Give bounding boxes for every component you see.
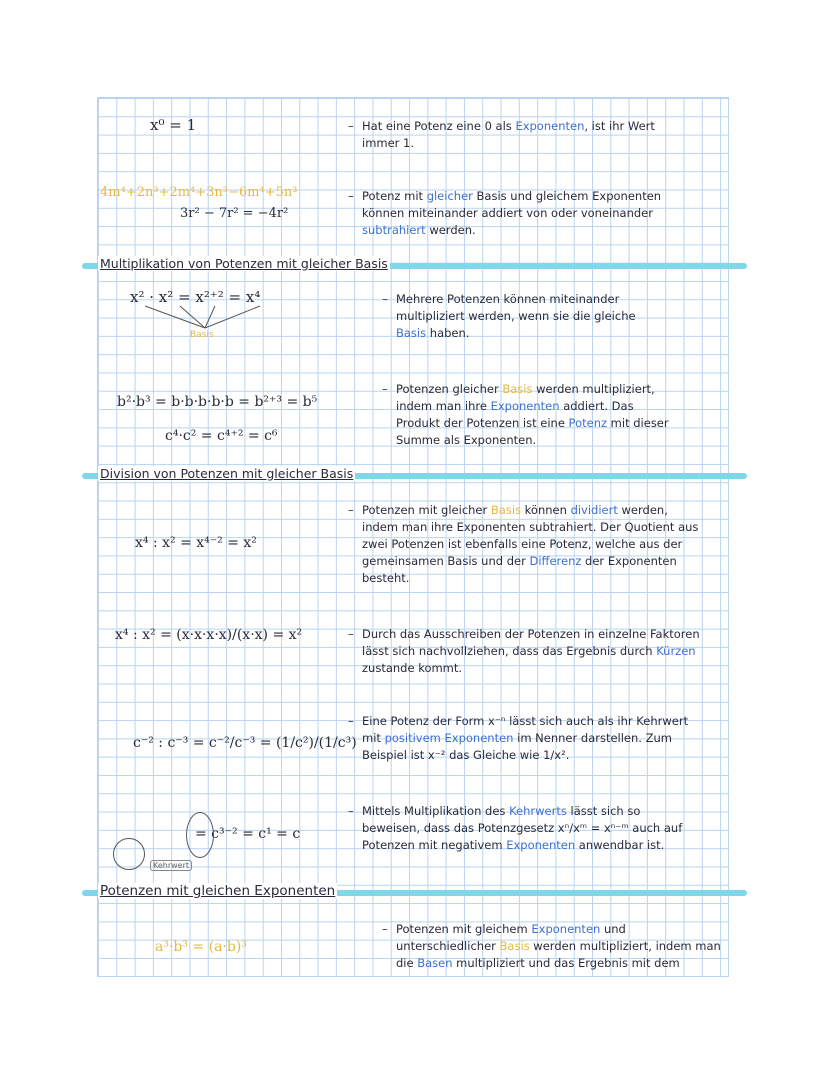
formula-addition (100, 185, 297, 200)
formula-same-exponent-text: a³·b³ = (a·b)³ (155, 939, 247, 955)
note-dash: – (348, 119, 354, 133)
note-multiplication-basis: – Mehrere Potenzen können miteinander multipliziert werden, wenn sie die gleiche Basis haben. (382, 292, 636, 340)
note-multiplication-rule: – Potenzen gleicher Basis werden multipliziert, indem man ihre Exponenten addiert. Das Produkt der Potenzen ist eine Potenz mit dieser Summe als Exponenten. (382, 382, 669, 447)
heading-multiplication: Multiplikation von Potenzen mit gleicher Basis (100, 256, 388, 271)
note-negative-exponent: – Eine Potenz der Form x⁻ⁿ lässt sich auch als ihr Kehrwert mit positivem Exponenten im Nenner darstellen. Zum Beispiel ist x⁻² das Gleiche wie 1/x². (348, 714, 689, 762)
note-same-exponents: – Potenzen mit gleichem Exponenten und unterschiedlicher Basis werden multipliziert, indem man die Basen multipliziert und das Ergebnis mit dem (382, 922, 721, 970)
formula-div-expanded: x⁴ : x² = (x·x·x·x)/(x·x) = x² (115, 627, 303, 643)
formula-mult-expanded: b²·b³ = b·b·b·b·b = b²⁺³ = b⁵ (117, 394, 318, 410)
formula-addition-text: 4m⁴+2n³+2m⁴+3n³−6m⁴+5n³ (100, 185, 298, 200)
note-dash: – (348, 189, 354, 203)
basis-label: Basis (190, 330, 214, 340)
basis-arrows (140, 303, 280, 333)
note-dash: – (382, 382, 388, 396)
note-division-rule: – Potenzen mit gleicher Basis können dividiert werden, indem man ihre Exponenten subtrahiert. Der Quotient aus zwei Potenzen ist ebenfalls eine Potenz, welche aus der gemeinsamen Basis und der Differenz der Exponenten besteht. (348, 503, 699, 585)
formula-zero-exponent: x⁰ = 1 (150, 116, 197, 134)
note-division-expanded: – Durch das Ausschreiben der Potenzen in einzelne Faktoren lässt sich nachvollziehen, dass das Ergebnis durch Kürzen zustande kommt. (348, 627, 700, 675)
formula-div-example: x⁴ : x² = x⁴⁻² = x² (135, 535, 257, 551)
formula-reciprocal-proof: = c³⁻² = c¹ = c (195, 826, 301, 842)
note-dash: – (382, 292, 388, 306)
kehrwert-label: Kehrwert (150, 860, 192, 871)
reciprocal-circle-left (113, 838, 145, 870)
note-dash: – (348, 714, 354, 728)
reciprocal-circle-right (186, 812, 214, 858)
formula-mult-short: c⁴·c² = c⁴⁺² = c⁶ (165, 428, 278, 444)
note-addition: – Potenz mit gleicher Basis und gleichem Exponenten können miteinander addiert von oder voneinander subtrahiert werden. (348, 189, 662, 237)
note-dash: – (348, 804, 354, 818)
formula-subtraction: 3r² − 7r² = −4r² (180, 206, 289, 221)
formula-mult-example: x² · x² = x²⁺² = x⁴ (130, 288, 261, 306)
formula-same-exponent (155, 939, 247, 955)
note-zero-exponent: – Hat eine Potenz eine 0 als Exponenten, ist ihr Wert immer 1. (348, 119, 655, 150)
note-dash: – (382, 922, 388, 936)
note-reciprocal-proof: – Mittels Multiplikation des Kehrwerts lässt sich so beweisen, dass das Potenzgesetz xⁿ/xᵐ = xⁿ⁻ᵐ auch auf Potenzen mit negativem Exponenten anwendbar ist. (348, 804, 683, 852)
note-dash: – (348, 503, 354, 517)
heading-division: Division von Potenzen mit gleicher Basis (100, 466, 354, 481)
heading-same-exponents: Potenzen mit gleichen Exponenten (100, 883, 336, 899)
formula-negative-exponent: c⁻² : c⁻³ = c⁻²/c⁻³ = (1/c²)/(1/c³) (133, 735, 357, 751)
note-dash: – (348, 627, 354, 641)
